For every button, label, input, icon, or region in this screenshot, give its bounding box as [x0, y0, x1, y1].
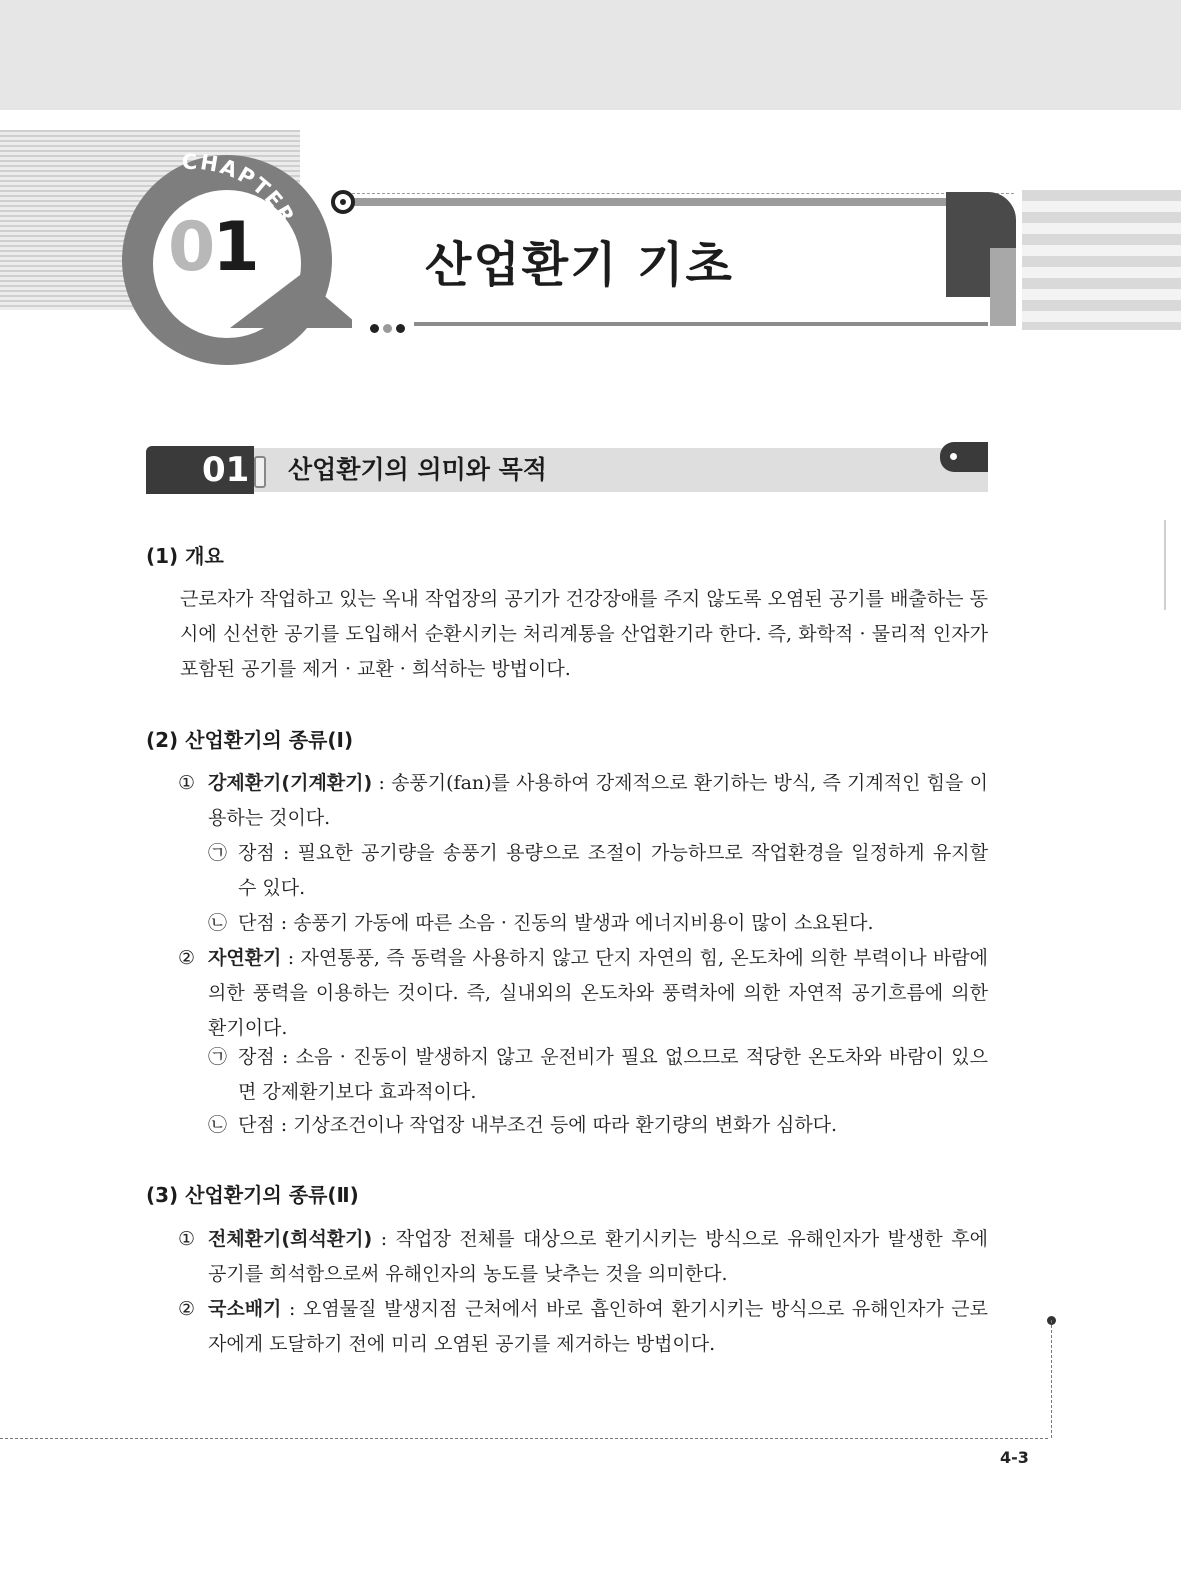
overview-paragraph: 근로자가 작업하고 있는 옥내 작업장의 공기가 건강장애를 주지 않도록 오염된 공기를 배출하는 동시에 신선한 공기를 도입해서 순환시키는 처리계통을 산업환기라 한다. 즉, 화학적 · 물리적 인자가 포함된 공기를 제거 · 교환 · 희석하는 방법이다.	[180, 588, 988, 680]
title-panel-top-bar	[352, 198, 952, 206]
binder-ring-icon	[254, 456, 266, 488]
subitem-text: 단점 : 송풍기 가동에 따른 소음 · 진동의 발생과 에너지비용이 많이 소요된다.	[238, 912, 874, 934]
term-label: 전체환기(희석환기)	[208, 1228, 373, 1250]
term-definition: : 송풍기(fan)를 사용하여 강제적으로 환기하는 방식, 즉 기계적인 힘을 이용하는 것이다.	[208, 772, 988, 829]
list-marker: ①	[178, 772, 196, 794]
chapter-label: CHAPTER	[181, 149, 300, 229]
term-label: 강제환기(기계환기)	[208, 772, 373, 794]
subsection-heading-types-2: (3) 산업환기의 종류(Ⅱ)	[146, 1183, 359, 1207]
section-tab-icon	[940, 442, 988, 472]
term-definition: : 자연통풍, 즉 동력을 사용하지 않고 단지 자연의 힘, 온도차에 의한 부력이나 바람에 의한 풍력을 이용하는 것이다. 즉, 실내외의 온도차와 풍력차에 의한 자연적 공기흐름에 의한 환기이다.	[208, 947, 988, 1039]
page-edge-tab	[1164, 520, 1181, 610]
footer-frame-vertical	[1051, 1320, 1052, 1438]
chapter-number: 01	[168, 208, 257, 287]
chapter-header	[0, 110, 1181, 350]
list-marker: ②	[178, 1298, 196, 1320]
title-panel-bottom-line	[414, 322, 988, 326]
list-marker: ①	[178, 1228, 196, 1250]
chapter-title-panel	[352, 193, 1014, 404]
list-marker: ②	[178, 947, 196, 969]
subitem-text: 장점 : 소음 · 진동이 발생하지 않고 운전비가 필요 없으므로 적당한 온도차와 바람이 있으면 강제환기보다 효과적이다.	[238, 1046, 988, 1103]
section-heading-bar	[146, 446, 988, 494]
subitem-text: 단점 : 기상조건이나 작업장 내부조건 등에 따라 환기량의 변화가 심하다.	[238, 1114, 838, 1136]
sub-marker: ㉠	[208, 842, 228, 864]
section-number: 01	[202, 450, 250, 490]
decorative-stripes-right	[1022, 190, 1181, 330]
title-panel-end-accent	[990, 248, 1016, 326]
chapter-title: 산업환기 기초	[425, 237, 734, 293]
sub-marker: ㉡	[208, 1114, 228, 1136]
page-number: 4-3	[1000, 1448, 1029, 1467]
term-label: 국소배기	[208, 1298, 282, 1320]
sub-marker: ㉠	[208, 1046, 228, 1068]
target-icon	[331, 190, 355, 214]
term-definition: : 오염물질 발생지점 근처에서 바로 흡인하여 환기시키는 방식으로 유해인자가 근로자에게 도달하기 전에 미리 오염된 공기를 제거하는 방법이다.	[208, 1298, 988, 1355]
sub-marker: ㉡	[208, 912, 228, 934]
term-label: 자연환기	[208, 947, 282, 969]
subsection-heading-overview: (1) 개요	[146, 544, 224, 568]
subsection-heading-types-1: (2) 산업환기의 종류(Ⅰ)	[146, 728, 354, 752]
top-band	[0, 0, 1181, 110]
footer-frame-horizontal	[0, 1438, 1048, 1439]
term-definition: : 작업장 전체를 대상으로 환기시키는 방식으로 유해인자가 발생한 후에 공기를 희석함으로써 유해인자의 농도를 낮추는 것을 의미한다.	[208, 1228, 988, 1285]
dots-icon	[370, 318, 409, 337]
section-title: 산업환기의 의미와 목적	[288, 455, 547, 484]
subitem-text: 장점 : 필요한 공기량을 송풍기 용량으로 조절이 가능하므로 작업환경을 일정하게 유지할 수 있다.	[238, 842, 988, 899]
